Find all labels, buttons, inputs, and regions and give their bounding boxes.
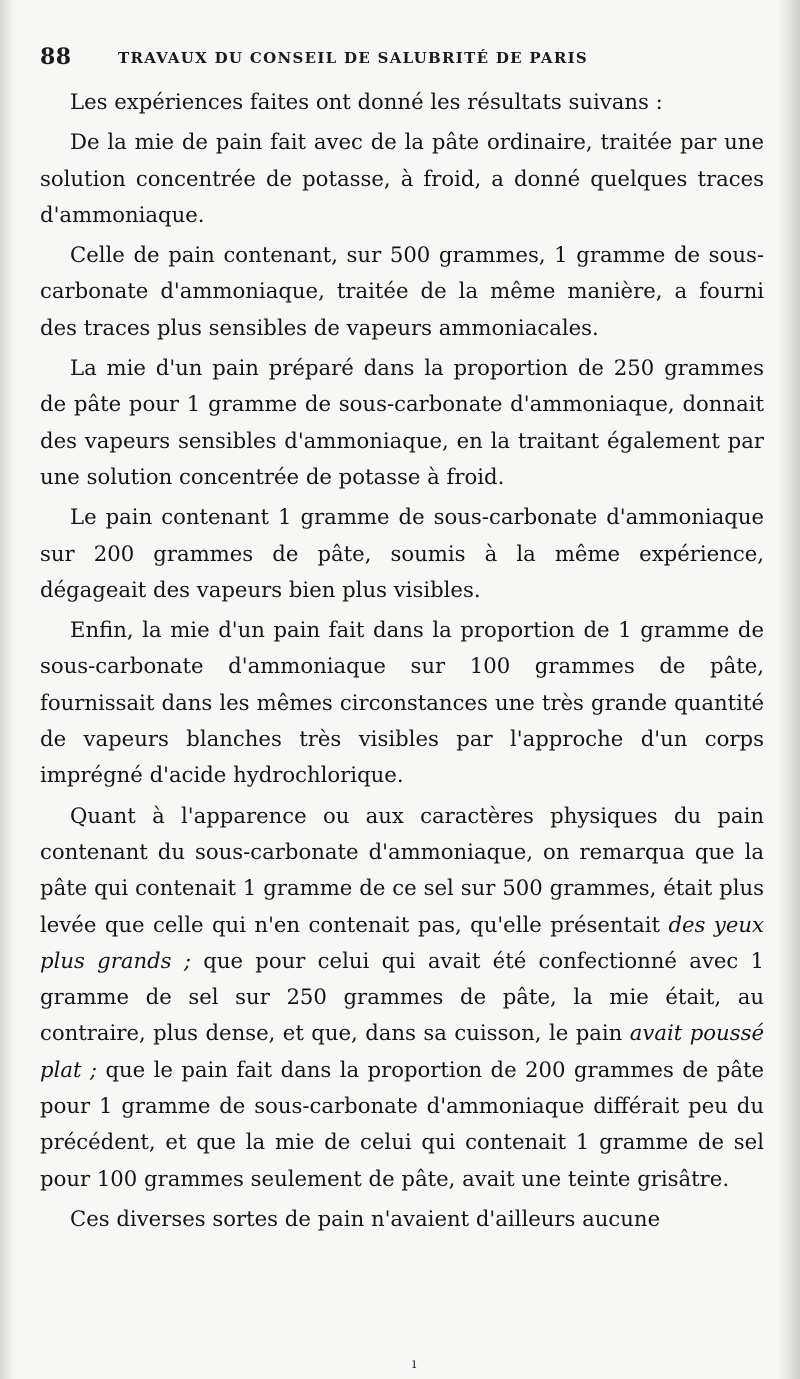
text-segment: Enfin, la mie d'un pain fait dans la proportion de 1 gramme de sous-carbonate d'ammoniaque sur 100 grammes de pâte, fournissait dans les mêmes circonstances une très grande quantité de vapeurs blanches très visibles par l'approche d'un corps imprégné d'acide hydrochlorique. bbox=[40, 617, 764, 788]
text-segment: Ces diverses sortes de pain n'avaient d'ailleurs aucune bbox=[70, 1205, 661, 1231]
paragraph bbox=[40, 798, 764, 1197]
text-segment: Les expériences faites ont donné les résultats suivans : bbox=[70, 89, 663, 114]
scan-edge-right bbox=[778, 0, 800, 1379]
scan-edge-left bbox=[0, 0, 14, 1379]
paragraph bbox=[40, 612, 764, 793]
page-header bbox=[40, 44, 770, 74]
text-segment: Le pain contenant 1 gramme de sous-carbonate d'ammoniaque sur 200 grammes de pâte, soumis à la même expérience, dégageait des vapeurs bien plus visibles. bbox=[40, 504, 764, 602]
body-text bbox=[40, 84, 764, 1237]
italic-phrase: avait poussé plat ; bbox=[40, 1020, 764, 1082]
paragraph bbox=[40, 124, 764, 233]
footer-mark: ı bbox=[412, 1356, 417, 1372]
page-number: 88 bbox=[40, 44, 72, 70]
running-head: TRAVAUX DU CONSEIL DE SALUBRITÉ DE PARIS bbox=[118, 49, 589, 67]
paragraph bbox=[40, 237, 764, 346]
paragraph bbox=[40, 499, 764, 608]
text-segment: que pour celui qui avait été confectionné avec 1 gramme de sel sur 250 grammes de pâte, la mie était, au contraire, plus dense, et que, dans sa cuisson, le pain bbox=[40, 947, 764, 1046]
text-segment: La mie d'un pain préparé dans la proportion de 250 grammes de pâte pour 1 gramme de sous-carbonate d'ammoniaque, donnait des vapeurs sensibles d'ammoniaque, en la traitant également par une solution concentrée de potasse à froid. bbox=[40, 355, 764, 489]
text-segment: De la mie de pain fait avec de la pâte ordinaire, traitée par une solution concentrée de potasse, à froid, a donné quelques traces d'ammoniaque. bbox=[40, 129, 764, 227]
italic-phrase: des yeux plus grands ; bbox=[40, 911, 764, 973]
paragraph bbox=[40, 84, 764, 120]
paragraph bbox=[40, 1201, 764, 1237]
text-segment: Quant à l'apparence ou aux caractères physiques du pain contenant du sous-carbonate d'ammoniaque, on remarqua que la pâte qui contenait 1 gramme de ce sel sur 500 grammes, était plus levée que celle qui n'en contenait pas, qu'elle présentait bbox=[40, 802, 764, 937]
text-segment: que le pain fait dans la proportion de 200 grammes de pâte pour 1 gramme de sous-carbonate d'ammoniaque différait peu du précédent, et que la mie de celui qui contenait 1 gramme de sel pour 100 grammes seulement de pâte, avait une teinte grisâtre. bbox=[40, 1056, 765, 1191]
paragraph bbox=[40, 350, 764, 495]
text-segment: Celle de pain contenant, sur 500 grammes, 1 gramme de sous-carbonate d'ammoniaque, traitée de la même manière, a fourni des traces plus sensibles de vapeurs ammoniacales. bbox=[40, 242, 764, 340]
